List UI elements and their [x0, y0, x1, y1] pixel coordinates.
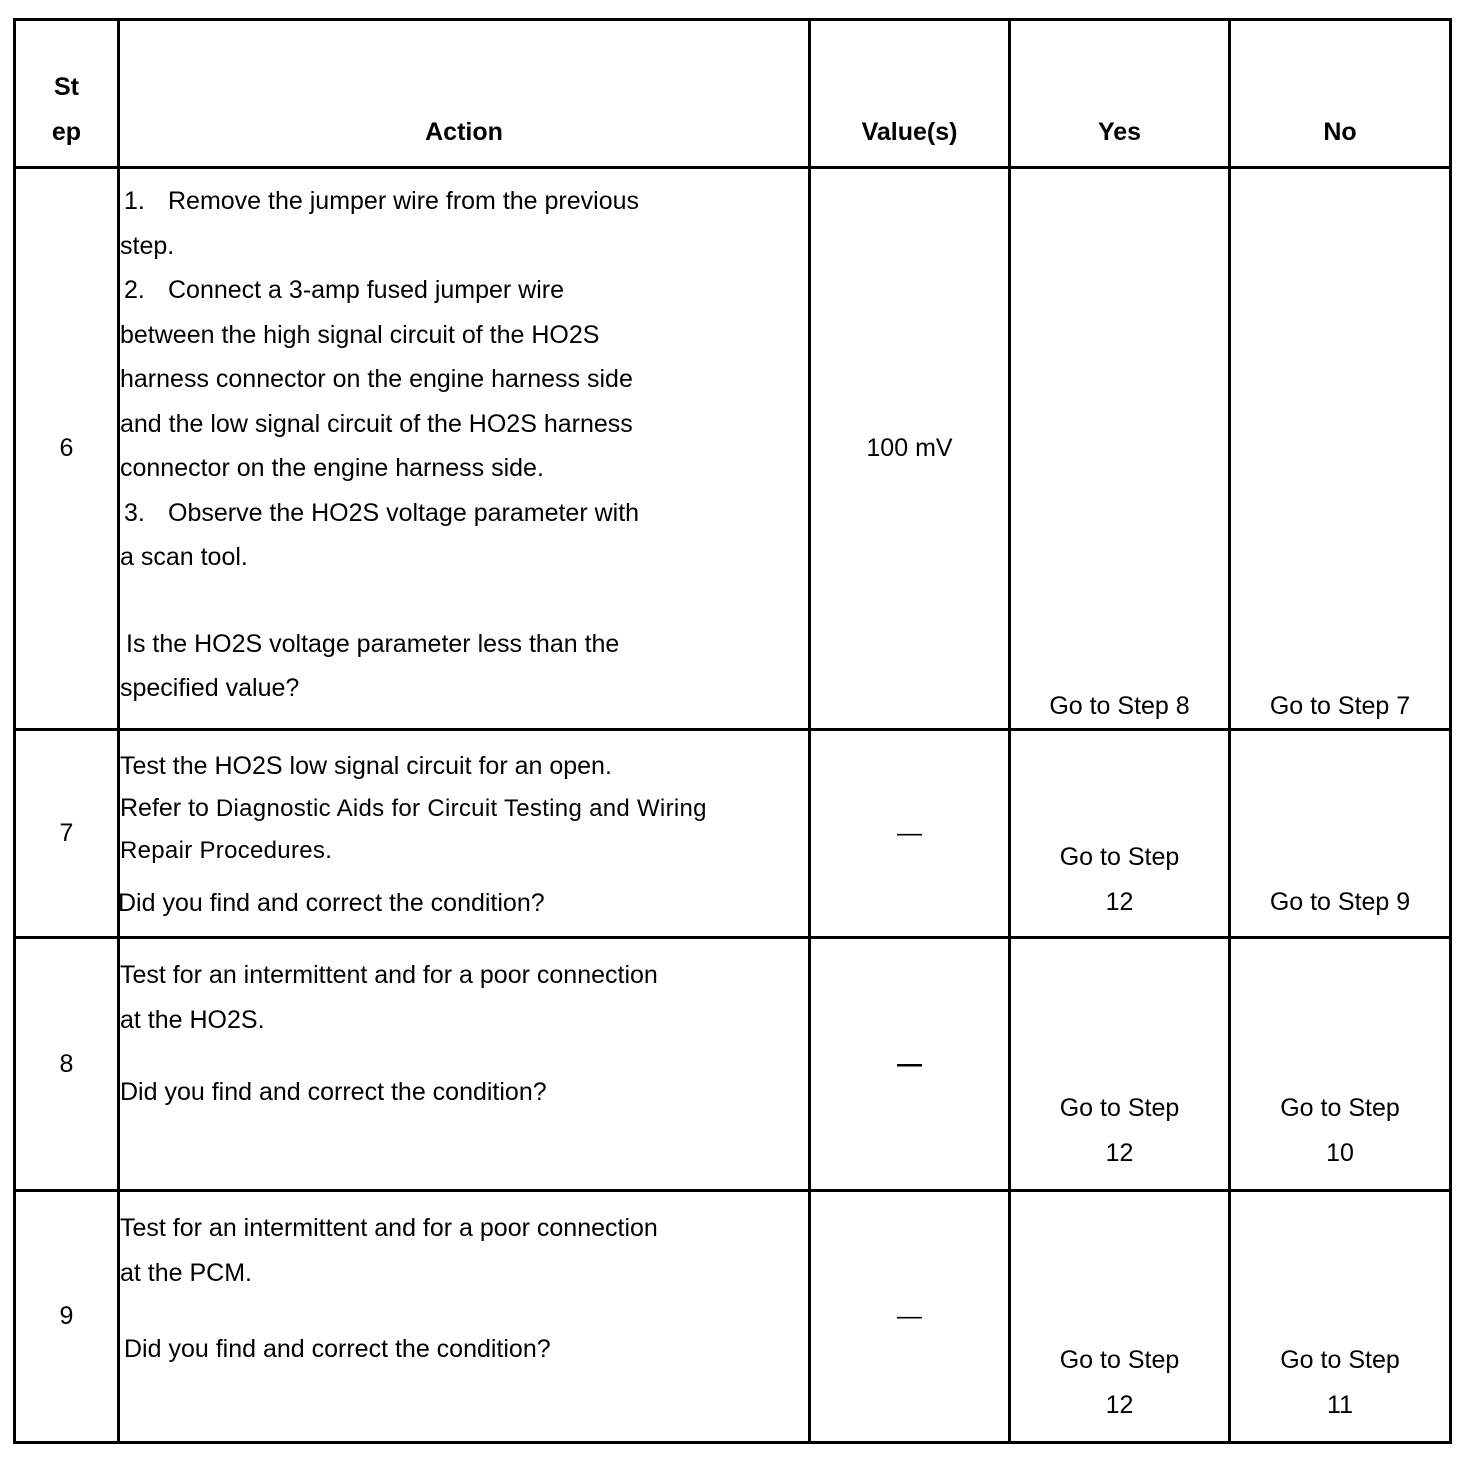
yes-text-line2: 12 [1105, 1138, 1134, 1167]
yes-cell [1010, 730, 1230, 938]
step-header [15, 20, 119, 168]
action-line: Test the HO2S low signal circuit for an open. [120, 752, 612, 780]
step-number: 8 [15, 938, 119, 1191]
action-text: Remove the jumper wire from the previous [168, 187, 640, 215]
action-cell [119, 938, 810, 1191]
no-cell [1230, 938, 1451, 1191]
no-header: No [1230, 20, 1451, 168]
value-cell: 100 mV [810, 168, 1010, 730]
action-question: Is the HO2S voltage parameter less than the [126, 629, 620, 658]
action-line [120, 179, 808, 224]
action-header: Action [119, 20, 810, 168]
action-line: step. [120, 231, 175, 260]
action-cell [119, 1191, 810, 1443]
yes-text-line2: 12 [1105, 1390, 1134, 1419]
action-line [120, 787, 808, 830]
diagnostic-table [13, 18, 1452, 1444]
list-number: 2. [124, 276, 145, 304]
no-cell [1230, 1191, 1451, 1443]
action-line [120, 268, 808, 313]
action-cell [119, 730, 810, 938]
action-line: a scan tool. [120, 543, 248, 571]
step-header-line1: St [54, 73, 79, 101]
no-text-line2: 11 [1327, 1390, 1353, 1419]
action-question: specified value? [120, 674, 300, 702]
yes-header: Yes [1010, 20, 1230, 168]
header-row [15, 20, 1451, 168]
no-text-line2: 10 [1326, 1138, 1354, 1167]
reference-link-text: Repair Procedures. [120, 837, 333, 864]
yes-cell [1010, 1191, 1230, 1443]
table-row-step-8 [15, 938, 1451, 1191]
action-line: Test for an intermittent and for a poor connection [120, 961, 658, 989]
value-cell: — [810, 938, 1010, 1191]
table-row-step-6 [15, 168, 1451, 730]
yes-cell: Go to Step 8 [1010, 168, 1230, 730]
action-question: Did you find and correct the condition? [124, 1335, 551, 1363]
yes-text-line1: Go to Step [1059, 1094, 1180, 1122]
action-line: and the low signal circuit of the HO2S harness [120, 409, 633, 438]
action-text: Connect a 3-amp fused jumper wire [168, 276, 565, 304]
action-cell [119, 168, 810, 730]
step-number: 9 [15, 1191, 119, 1443]
step-header-line2: ep [51, 117, 82, 146]
values-header: Value(s) [810, 20, 1010, 168]
no-text-line1: Go to Step [1280, 1346, 1400, 1374]
step-number: 6 [15, 168, 119, 730]
action-question: Did you find and correct the condition? [120, 1078, 547, 1106]
value-cell: — [810, 1191, 1010, 1443]
action-text: Observe the HO2S voltage parameter with [168, 498, 640, 527]
step-number: 7 [15, 730, 119, 938]
list-number: 3. [124, 498, 145, 527]
action-line: at the PCM. [120, 1258, 252, 1287]
value-cell: — [810, 730, 1010, 938]
no-text-line1: Go to Step [1280, 1094, 1400, 1122]
reference-link-text: Diagnostic Aids for Circuit Testing and Wiring [215, 795, 707, 822]
spacer [120, 872, 808, 882]
table-row-step-9 [15, 1191, 1451, 1443]
spacer [120, 1295, 808, 1327]
action-line: connector on the engine harness side. [120, 454, 544, 482]
table-row-step-7 [15, 730, 1451, 938]
action-question: Did you find and correct the condition? [118, 889, 545, 917]
action-line: at the HO2S. [120, 1005, 265, 1034]
action-text: Refer to [120, 794, 209, 822]
yes-text-line2: 12 [1105, 887, 1134, 916]
action-line: Test for an intermittent and for a poor connection [120, 1214, 658, 1242]
yes-cell [1010, 938, 1230, 1191]
action-line: between the high signal circuit of the HO2S [120, 320, 600, 349]
no-cell: Go to Step 7 [1230, 168, 1451, 730]
spacer [120, 1042, 808, 1070]
yes-text-line1: Go to Step [1059, 843, 1180, 871]
list-number: 1. [124, 187, 145, 215]
spacer [120, 580, 808, 622]
action-line: harness connector on the engine harness side [120, 365, 633, 393]
yes-text-line1: Go to Step [1059, 1346, 1180, 1374]
action-line [120, 491, 808, 536]
no-cell: Go to Step 9 [1230, 730, 1451, 938]
